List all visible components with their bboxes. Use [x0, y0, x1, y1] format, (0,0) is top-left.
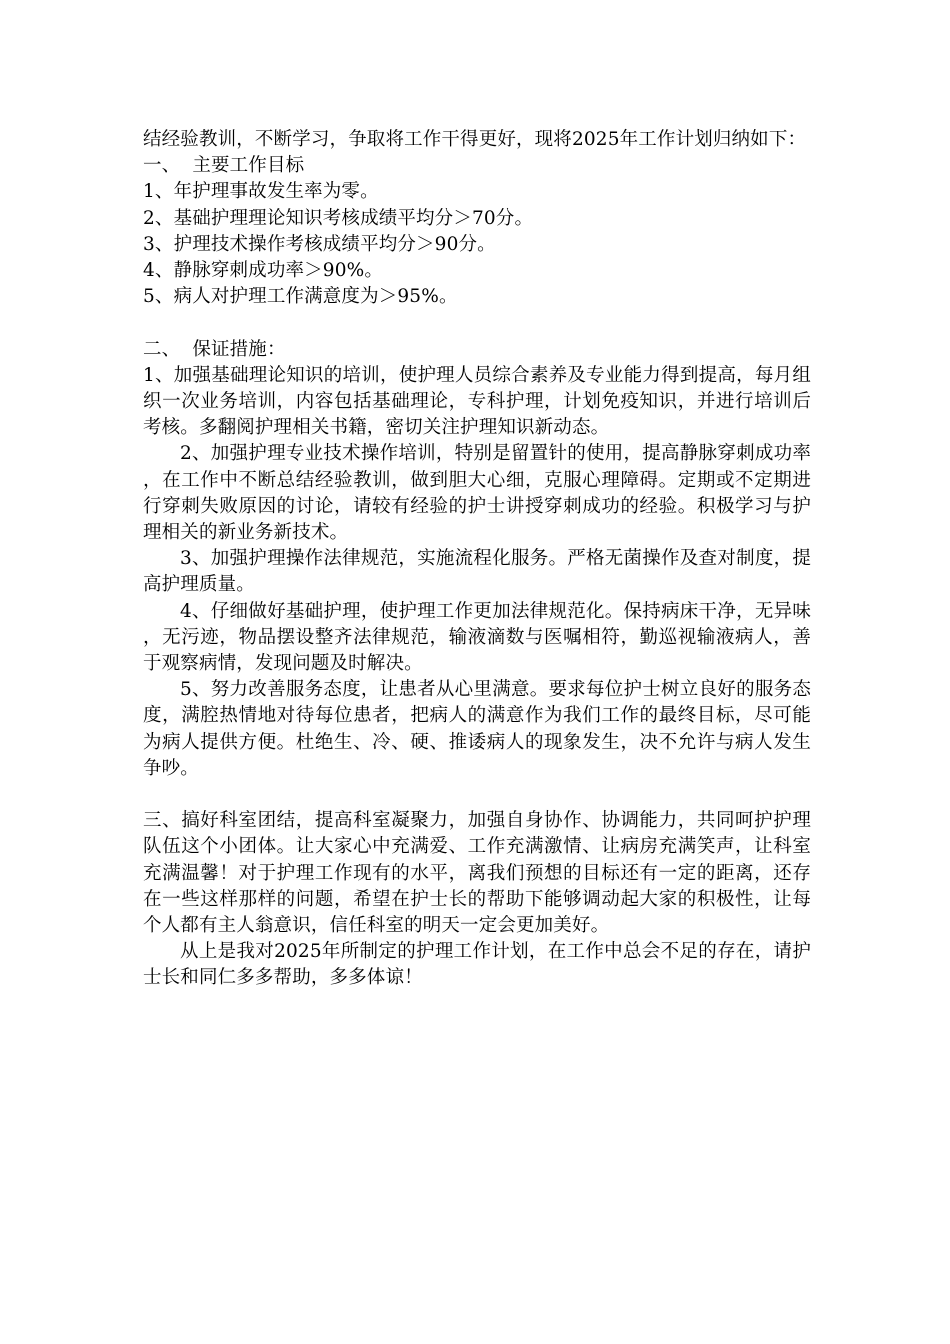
goal-item-4: 4、静脉穿刺成功率＞90%。 — [143, 260, 383, 282]
goal-item-2: 2、基础护理理论知识考核成绩平均分＞70分。 — [143, 207, 534, 229]
measure-4: 4、仔细做好基础护理，使护理工作更加法律规范化。保持病床干净，无异味，无污迹，物品摆设整齐法律规范，输液滴数与医嘱相符，勤巡视输液病人，善于观察病情，发现问题及时解决。 — [143, 600, 811, 675]
goal-item-3: 3、护理技术操作考核成绩平均分＞90分。 — [143, 233, 496, 255]
measure-1: 1、加强基础理论知识的培训，使护理人员综合素养及专业能力得到提高，每月组织一次业务培训，内容包括基础理论，专科护理，计划免疫知识，并进行培训后考核。多翻阅护理相关书籍，密切关注护理知识新动态。 — [143, 364, 811, 439]
measure-3: 3、加强护理操作法律规范，实施流程化服务。严格无菌操作及查对制度，提高护理质量。 — [143, 548, 811, 596]
measure-5: 5、努力改善服务态度，让患者从心里满意。要求每位护士树立良好的服务态度，满腔热情地对待每位患者，把病人的满意作为我们工作的最终目标，尽可能为病人提供方便。杜绝生、冷、硬、推诿病人的现象发生，决不允许与病人发生争吵。 — [143, 679, 811, 779]
intro-paragraph: 结经验教训，不断学习，争取将工作干得更好，现将2025年工作计划归纳如下： — [143, 129, 807, 150]
closing-paragraph: 从上是我对2025年所制定的护理工作计划，在工作中总会不足的存在，请护士长和同仁多多帮助，多多体谅！ — [143, 941, 811, 989]
goal-item-5: 5、病人对护理工作满意度为＞95%。 — [143, 286, 458, 308]
measure-2: 2、加强护理专业技术操作培训，特别是留置针的使用，提高静脉穿刺成功率，在工作中不断总结经验教训，做到胆大心细，克服心理障碍。定期或不定期进行穿刺失败原因的讨论，请较有经验的护士讲授穿刺成功的经验。积极学习与护理相关的新业务新技术。 — [143, 443, 811, 544]
blank-line — [143, 782, 811, 808]
section3-paragraph: 三、搞好科室团结，提高科室凝聚力，加强自身协作、协调能力，共同呵护护理队伍这个小团体。让大家心中充满爱、工作充满激情、让病房充满笑声，让科室充满温馨！对于护理工作现有的水平，离我们预想的目标还有一定的距离，还存在一些这样那样的问题，希望在护士长的帮助下能够调动起大家的积极性，让每个人都有主人翁意识，信任科室的明天一定会更加美好。 — [143, 810, 811, 937]
section1-heading: 一、 主要工作目标 — [143, 155, 305, 177]
goal-item-1: 1、年护理事故发生率为零。 — [143, 181, 379, 203]
blank-line — [143, 310, 811, 336]
section2-heading: 二、 保证措施： — [143, 338, 286, 360]
document-body — [143, 127, 811, 992]
